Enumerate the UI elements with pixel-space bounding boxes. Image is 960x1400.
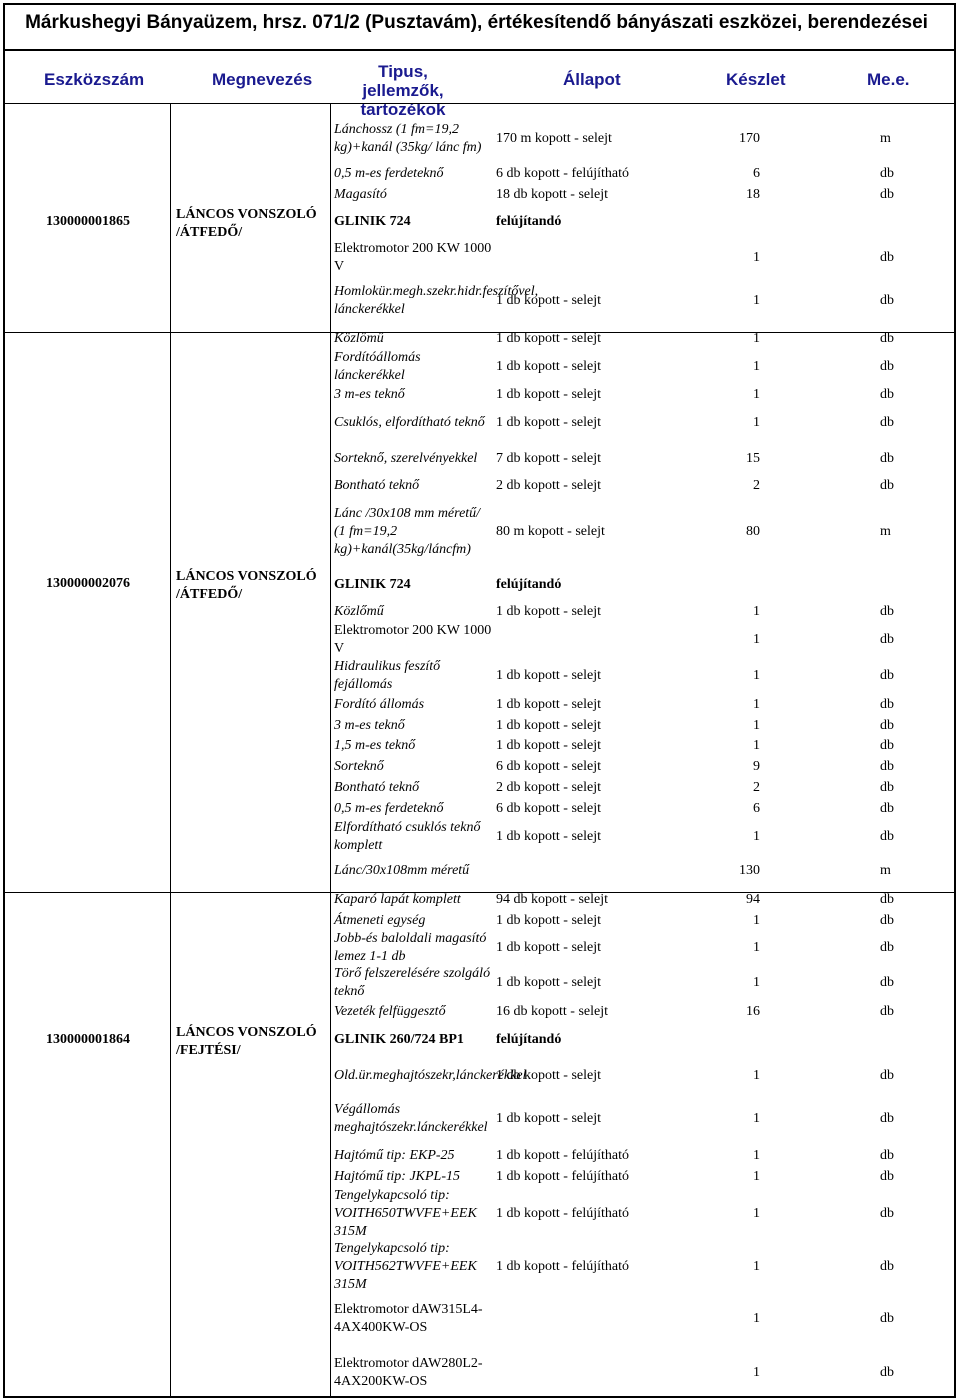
item-description: 0,5 m-es ferdeteknő [334, 801, 444, 816]
item-unit: db [880, 697, 894, 712]
item-state: 1 db kopott - felújítható [496, 1206, 629, 1221]
item-quantity: 1 [753, 940, 760, 955]
asset-name-line1: LÁNCOS VONSZOLÓ [176, 1025, 317, 1040]
item-unit: db [880, 359, 894, 374]
item-quantity: 1 [753, 331, 760, 346]
item-quantity: 18 [746, 187, 760, 202]
header-name: Megnevezés [212, 70, 313, 89]
item-quantity: 15 [746, 451, 760, 466]
item-state: 80 m kopott - selejt [496, 524, 605, 539]
item-state: 1 db kopott - selejt [496, 293, 601, 308]
item-state: 1 db kopott - selejt [496, 1111, 601, 1126]
item-quantity: 1 [753, 1111, 760, 1126]
asset-code: 130000001865 [46, 214, 130, 229]
item-description: Bontható teknő [334, 478, 420, 493]
item-unit: db [880, 668, 894, 683]
item-state: 1 db kopott - felújítható [496, 1148, 629, 1163]
item-description: Magasító [334, 187, 387, 202]
item-description: Homlokür.megh.szekr.hidr.feszítővel, lánckerékkel [334, 284, 539, 317]
asset-code: 130000001864 [46, 1032, 130, 1047]
asset-code: 130000002076 [46, 576, 130, 591]
item-description: Old.ür.meghajtószekr,lánckerékkel [334, 1068, 527, 1083]
asset-name [176, 1024, 317, 1060]
item-state: 6 db kopott - felújítható [496, 166, 629, 181]
item-quantity: 1 [753, 250, 760, 265]
item-state: 6 db kopott - selejt [496, 759, 601, 774]
column-divider-name [330, 104, 331, 1398]
item-quantity: 1 [753, 1365, 760, 1380]
item-quantity: 1 [753, 415, 760, 430]
item-state: 94 db kopott - selejt [496, 892, 608, 907]
item-description: Sorteknő, szerelvényekkel [334, 451, 478, 466]
item-unit: db [880, 975, 894, 990]
item-quantity: 1 [753, 1169, 760, 1184]
item-unit: db [880, 829, 894, 844]
item-unit: db [880, 738, 894, 753]
asset-name-line2: /ÁTFEDŐ/ [176, 225, 243, 240]
header-divider [3, 103, 956, 104]
item-description: Lánc/30x108mm méretű [334, 863, 470, 878]
item-state: 1 db kopott - selejt [496, 913, 601, 928]
item-description: Hajtómű tip: JKPL-15 [334, 1169, 460, 1184]
item-quantity: 2 [753, 478, 760, 493]
item-quantity: 130 [739, 863, 760, 878]
item-unit: db [880, 759, 894, 774]
item-quantity: 1 [753, 1068, 760, 1083]
item-unit: db [880, 913, 894, 928]
item-description: GLINIK 260/724 BP1 [334, 1032, 464, 1047]
item-quantity: 1 [753, 829, 760, 844]
asset-name-line2: /FEJTÉSI/ [176, 1043, 241, 1058]
item-unit: db [880, 1068, 894, 1083]
item-unit: db [880, 1259, 894, 1274]
item-quantity: 6 [753, 166, 760, 181]
item-unit: db [880, 451, 894, 466]
item-state: 1 db kopott - selejt [496, 1068, 601, 1083]
item-state: felújítandó [496, 214, 562, 229]
item-state: 1 db kopott - selejt [496, 738, 601, 753]
item-unit: db [880, 718, 894, 733]
item-description: Hajtómű tip: EKP-25 [334, 1148, 455, 1163]
item-unit: db [880, 1148, 894, 1163]
asset-name [176, 206, 317, 242]
item-quantity: 6 [753, 801, 760, 816]
item-unit: db [880, 1004, 894, 1019]
header-stock: Készlet [726, 70, 786, 89]
item-quantity: 1 [753, 1311, 760, 1326]
item-unit: db [880, 387, 894, 402]
item-unit: db [880, 250, 894, 265]
item-unit: db [880, 604, 894, 619]
item-quantity: 1 [753, 359, 760, 374]
header-state: Állapot [563, 70, 621, 89]
item-unit: db [880, 478, 894, 493]
asset-name-line1: LÁNCOS VONSZOLÓ [176, 569, 317, 584]
item-state: 1 db kopott - felújítható [496, 1169, 629, 1184]
header-type-line2: tartozékok [360, 100, 446, 119]
item-description: Tengelykapcsoló tip: VOITH650TWVFE+EEK 315M [334, 1188, 477, 1239]
item-quantity: 1 [753, 387, 760, 402]
item-state: felújítandó [496, 577, 562, 592]
item-state: 1 db kopott - selejt [496, 604, 601, 619]
item-state: felújítandó [496, 1032, 562, 1047]
asset-name-line1: LÁNCOS VONSZOLÓ [176, 207, 317, 222]
item-description: Elektromotor dAW315L4-4AX400KW-OS [334, 1302, 483, 1335]
item-description: Sorteknő [334, 759, 384, 774]
asset-name [176, 568, 317, 604]
item-unit: db [880, 780, 894, 795]
item-quantity: 1 [753, 718, 760, 733]
item-unit: db [880, 632, 894, 647]
item-state: 1 db kopott - selejt [496, 940, 601, 955]
item-description: Kaparó lapát komplett [334, 892, 461, 907]
item-description: Elfordítható csuklós teknő komplett [334, 820, 481, 853]
item-description: 1,5 m-es teknő [334, 738, 416, 753]
item-quantity: 1 [753, 975, 760, 990]
item-description: Elektromotor dAW280L2-4AX200KW-OS [334, 1356, 483, 1389]
item-quantity: 1 [753, 668, 760, 683]
item-state: 1 db kopott - selejt [496, 359, 601, 374]
item-unit: db [880, 1111, 894, 1126]
header-code: Eszközszám [44, 70, 145, 89]
item-unit: db [880, 1365, 894, 1380]
item-unit: db [880, 293, 894, 308]
item-description: Végállomás meghajtószekr.lánckerékkel [334, 1102, 488, 1135]
item-state: 1 db kopott - selejt [496, 975, 601, 990]
item-state: 1 db kopott - felújítható [496, 1259, 629, 1274]
item-quantity: 94 [746, 892, 760, 907]
header-type-line1: Tipus, jellemzők, [362, 62, 444, 100]
item-unit: db [880, 166, 894, 181]
asset-name-line2: /ÁTFEDŐ/ [176, 587, 243, 602]
item-description: Fordító állomás [334, 697, 425, 712]
item-unit: db [880, 187, 894, 202]
item-quantity: 9 [753, 759, 760, 774]
item-quantity: 170 [739, 131, 760, 146]
item-unit: db [880, 1169, 894, 1184]
item-description: Tengelykapcsoló tip: VOITH562TWVFE+EEK 315M [334, 1241, 477, 1292]
item-state: 1 db kopott - selejt [496, 829, 601, 844]
item-description: 0,5 m-es ferdeteknő [334, 166, 444, 181]
item-quantity: 1 [753, 1259, 760, 1274]
column-divider-code [170, 104, 171, 1398]
item-description: GLINIK 724 [334, 214, 411, 229]
item-description: Közlőmű [334, 604, 384, 619]
item-state: 7 db kopott - selejt [496, 451, 601, 466]
item-state: 1 db kopott - selejt [496, 331, 601, 346]
item-description: Hidraulikus feszítő fejállomás [334, 659, 441, 692]
item-unit: m [880, 524, 891, 539]
item-quantity: 1 [753, 697, 760, 712]
item-unit: db [880, 801, 894, 816]
item-unit: db [880, 940, 894, 955]
item-quantity: 1 [753, 1206, 760, 1221]
item-quantity: 1 [753, 913, 760, 928]
item-unit: db [880, 331, 894, 346]
item-description: 3 m-es teknő [334, 387, 405, 402]
item-unit: db [880, 415, 894, 430]
item-state: 18 db kopott - selejt [496, 187, 608, 202]
item-quantity: 1 [753, 1148, 760, 1163]
item-unit: db [880, 892, 894, 907]
item-quantity: 1 [753, 738, 760, 753]
item-quantity: 1 [753, 604, 760, 619]
item-description: Közlőmű [334, 331, 384, 346]
item-state: 170 m kopott - selejt [496, 131, 612, 146]
item-state: 6 db kopott - selejt [496, 801, 601, 816]
item-description: Lánc /30x108 mm méretű/ (1 fm=19,2 kg)+kanál(35kg/láncfm) [334, 506, 481, 557]
item-state: 1 db kopott - selejt [496, 668, 601, 683]
item-description: Bontható teknő [334, 780, 420, 795]
item-state: 2 db kopott - selejt [496, 780, 601, 795]
item-description: Törő felszerelésére szolgáló teknő [334, 966, 491, 999]
item-quantity: 16 [746, 1004, 760, 1019]
item-description: Vezeték felfüggesztő [334, 1004, 446, 1019]
item-unit: db [880, 1206, 894, 1221]
item-quantity: 1 [753, 293, 760, 308]
header-type [343, 62, 463, 119]
item-state: 1 db kopott - selejt [496, 387, 601, 402]
item-description: Elektromotor 200 KW 1000 V [334, 241, 492, 274]
item-description: Jobb-és baloldali magasító lemez 1-1 db [334, 931, 487, 964]
item-description: 3 m-es teknő [334, 718, 405, 733]
item-state: 1 db kopott - selejt [496, 415, 601, 430]
item-quantity: 80 [746, 524, 760, 539]
item-description: GLINIK 724 [334, 577, 411, 592]
item-state: 1 db kopott - selejt [496, 718, 601, 733]
item-description: Átmeneti egység [334, 913, 426, 928]
item-state: 2 db kopott - selejt [496, 478, 601, 493]
item-quantity: 2 [753, 780, 760, 795]
item-description: Elektromotor 200 KW 1000 V [334, 623, 492, 656]
item-unit: db [880, 1311, 894, 1326]
item-unit: m [880, 131, 891, 146]
item-unit: m [880, 863, 891, 878]
header-unit: Me.e. [867, 70, 910, 89]
item-state: 1 db kopott - selejt [496, 697, 601, 712]
page-title: Márkushegyi Bányaüzem, hrsz. 071/2 (Pusztavám), értékesítendő bányászati eszközei, berendezései [25, 12, 928, 33]
item-quantity: 1 [753, 632, 760, 647]
item-description: Csuklós, elfordítható teknő [334, 415, 485, 430]
item-state: 16 db kopott - selejt [496, 1004, 608, 1019]
item-description: Lánchossz (1 fm=19,2 kg)+kanál (35kg/ lánc fm) [334, 122, 482, 155]
item-description: Fordítóállomás lánckerékkel [334, 350, 421, 383]
